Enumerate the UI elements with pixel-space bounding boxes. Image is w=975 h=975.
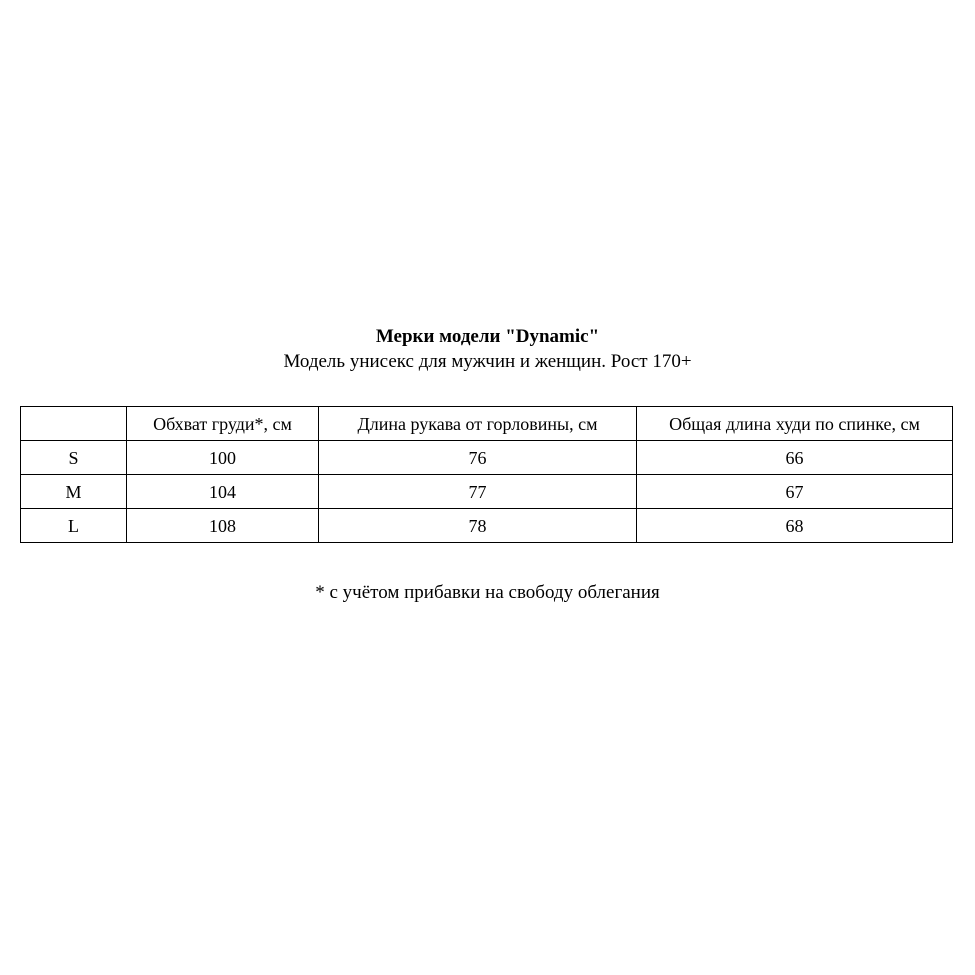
- sleeve-cell: 78: [319, 509, 637, 543]
- sleeve-cell: 76: [319, 441, 637, 475]
- sleeve-cell: 77: [319, 475, 637, 509]
- header-cell-chest: Обхват груди*, см: [127, 407, 319, 441]
- header-cell-length: Общая длина худи по спинке, см: [637, 407, 953, 441]
- length-cell: 68: [637, 509, 953, 543]
- size-table: [20, 406, 953, 543]
- table-row: [21, 475, 953, 509]
- table-header-row: [21, 407, 953, 441]
- document-subtitle: Модель унисекс для мужчин и женщин. Рост 170+: [283, 351, 692, 372]
- chest-cell: 108: [127, 509, 319, 543]
- table-row: [21, 509, 953, 543]
- document-title: Мерки модели "Dynamic": [375, 326, 600, 347]
- header-cell-size: [21, 407, 127, 441]
- size-cell: M: [21, 475, 127, 509]
- chest-cell: 100: [127, 441, 319, 475]
- length-cell: 66: [637, 441, 953, 475]
- footnote: * с учётом прибавки на свободу облегания: [315, 582, 660, 603]
- size-cell: S: [21, 441, 127, 475]
- header-cell-sleeve: Длина рукава от горловины, см: [319, 407, 637, 441]
- chest-cell: 104: [127, 475, 319, 509]
- length-cell: 67: [637, 475, 953, 509]
- size-cell: L: [21, 509, 127, 543]
- table-row: [21, 441, 953, 475]
